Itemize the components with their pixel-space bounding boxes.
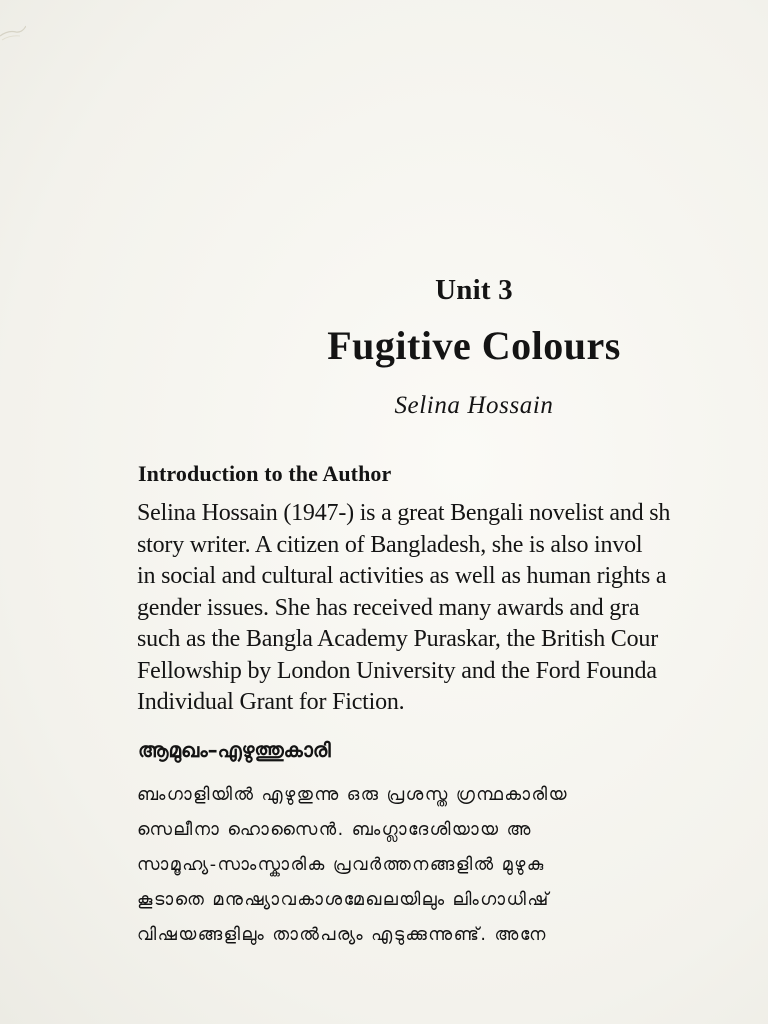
intro-line: story writer. A citizen of Bangladesh, she is also invol <box>137 531 643 558</box>
page-corner-smudge <box>0 22 26 42</box>
intro-line: Individual Grant for Fiction. <box>137 689 405 715</box>
intro-line: in social and cultural activities as well as human rights a <box>137 563 667 589</box>
intro-heading: Introduction to the Author <box>138 461 392 486</box>
intro-line: Fellowship by London University and the Ford Founda <box>137 657 657 684</box>
intro-line: gender issues. She has received many awards and gra <box>137 594 640 621</box>
intro-line: Selina Hossain (1947-) is a great Bengali novelist and sh <box>137 500 671 526</box>
malayalam-line: വിഷയങ്ങളിലും താൽപര്യം എടുക്കുന്നുണ്ട്. അനേ <box>137 925 547 945</box>
unit-label: Unit 3 <box>435 274 513 306</box>
author-name: Selina Hossain <box>394 392 554 419</box>
malayalam-line: ബംഗാളിയിൽ എഴുതുന്നു ഒരു പ്രശസ്ത ഗ്രന്ഥകാരിയ <box>137 785 568 805</box>
intro-paragraph <box>137 498 768 719</box>
malayalam-line: സെലീനാ ഹൊസൈൻ. ബംഗ്ലാദേശിയായ അ <box>137 820 532 840</box>
malayalam-line: കൂടാതെ മനുഷ്യാവകാശമേഖലയിലും ലിംഗാധിഷ് <box>137 890 550 910</box>
malayalam-heading: ആമുഖം–എഴുത്തുകാരി <box>138 738 331 762</box>
intro-line: such as the Bangla Academy Puraskar, the British Cour <box>137 626 658 652</box>
malayalam-paragraph <box>137 778 768 953</box>
chapter-title: Fugitive Colours <box>327 323 621 368</box>
malayalam-line: സാമൂഹ്യ-സാംസ്കാരിക പ്രവർത്തനങ്ങളിൽ മുഴുകു <box>137 855 545 875</box>
